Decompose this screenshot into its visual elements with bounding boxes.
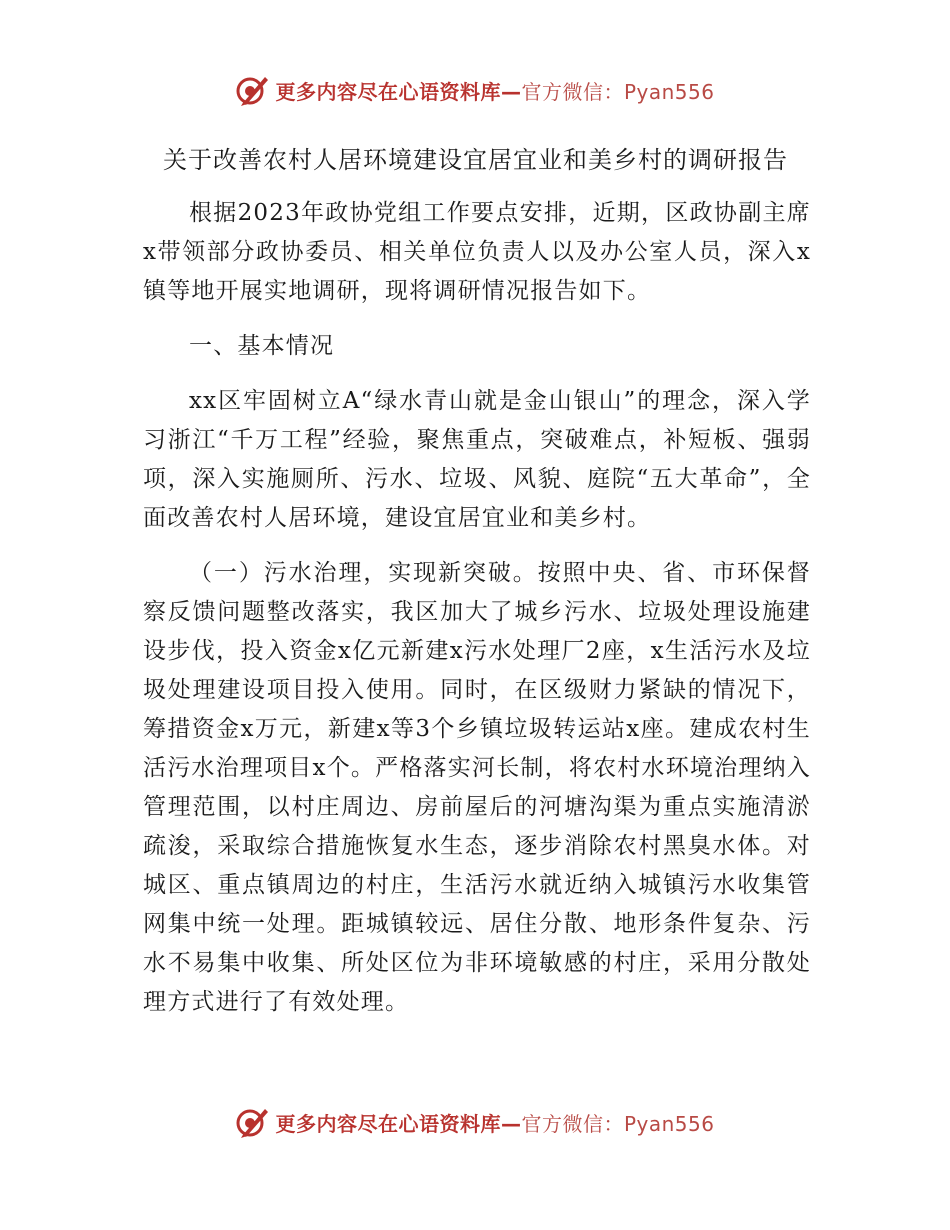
section1-paragraph: xx区牢固树立A“绿水青山就是金山银山”的理念，深入学习浙江“千万工程”经验，聚焦重点，突破难点，补短板、强弱项，深入实施厕所、污水、垃圾、风貌、庭院“五大革命”，全面改善农村人居环境，建设宜居宜业和美乡村。 <box>143 388 811 531</box>
watermark-banner-top <box>0 70 950 110</box>
pen-logo-icon <box>235 1105 269 1139</box>
wechat-text: 官方微信：Pyan556 <box>521 1111 715 1136</box>
pen-logo-icon <box>235 73 269 107</box>
watermark-text <box>275 1108 714 1137</box>
subsection1-paragraph: （一）污水治理，实现新突破。按照中央、省、市环保督察反馈问题整改落实，我区加大了城乡污水、垃圾处理设施建设步伐，投入资金x亿元新建x污水处理厂2座，x生活污水及垃圾处理建设项目投入使用。同时，在区级财力紧缺的情况下，筹措资金x万元，新建x等3个乡镇垃圾转运站x座。建成农村生活污水治理项目x个。严格落实河长制，将农村水环境治理纳入管理范围，以村庄周边、房前屋后的河塘沟渠为重点实施清淤疏浚，采取综合措施恢复水生态，逐步消除农村黑臭水体。对城区、重点镇周边的村庄，生活污水就近纳入城镇污水收集管网集中统一处理。距城镇较远、居住分散、地形条件复杂、污水不易集中收集、所处区位为非环境敏感的村庄，采用分散处理方式进行了有效处理。 <box>143 560 811 1015</box>
separator: — <box>500 79 522 104</box>
intro-paragraph: 根据2023年政协党组工作要点安排，近期，区政协副主席x带领部分政协委员、相关单位负责人以及办公室人员，深入x镇等地开展实地调研，现将调研情况报告如下。 <box>143 200 811 304</box>
brand-text: 更多内容尽在心语资料库 <box>275 79 501 104</box>
brand-text: 更多内容尽在心语资料库 <box>275 1111 501 1136</box>
watermark-banner-bottom <box>0 1102 950 1142</box>
section-heading-basic-situation: 一、基本情况 <box>189 333 335 359</box>
wechat-text: 官方微信：Pyan556 <box>521 79 715 104</box>
watermark-text <box>275 76 714 105</box>
document-title: 关于改善农村人居环境建设宜居宜业和美乡村的调研报告 <box>163 146 788 174</box>
separator: — <box>500 1111 522 1136</box>
document-body <box>143 140 811 1038</box>
